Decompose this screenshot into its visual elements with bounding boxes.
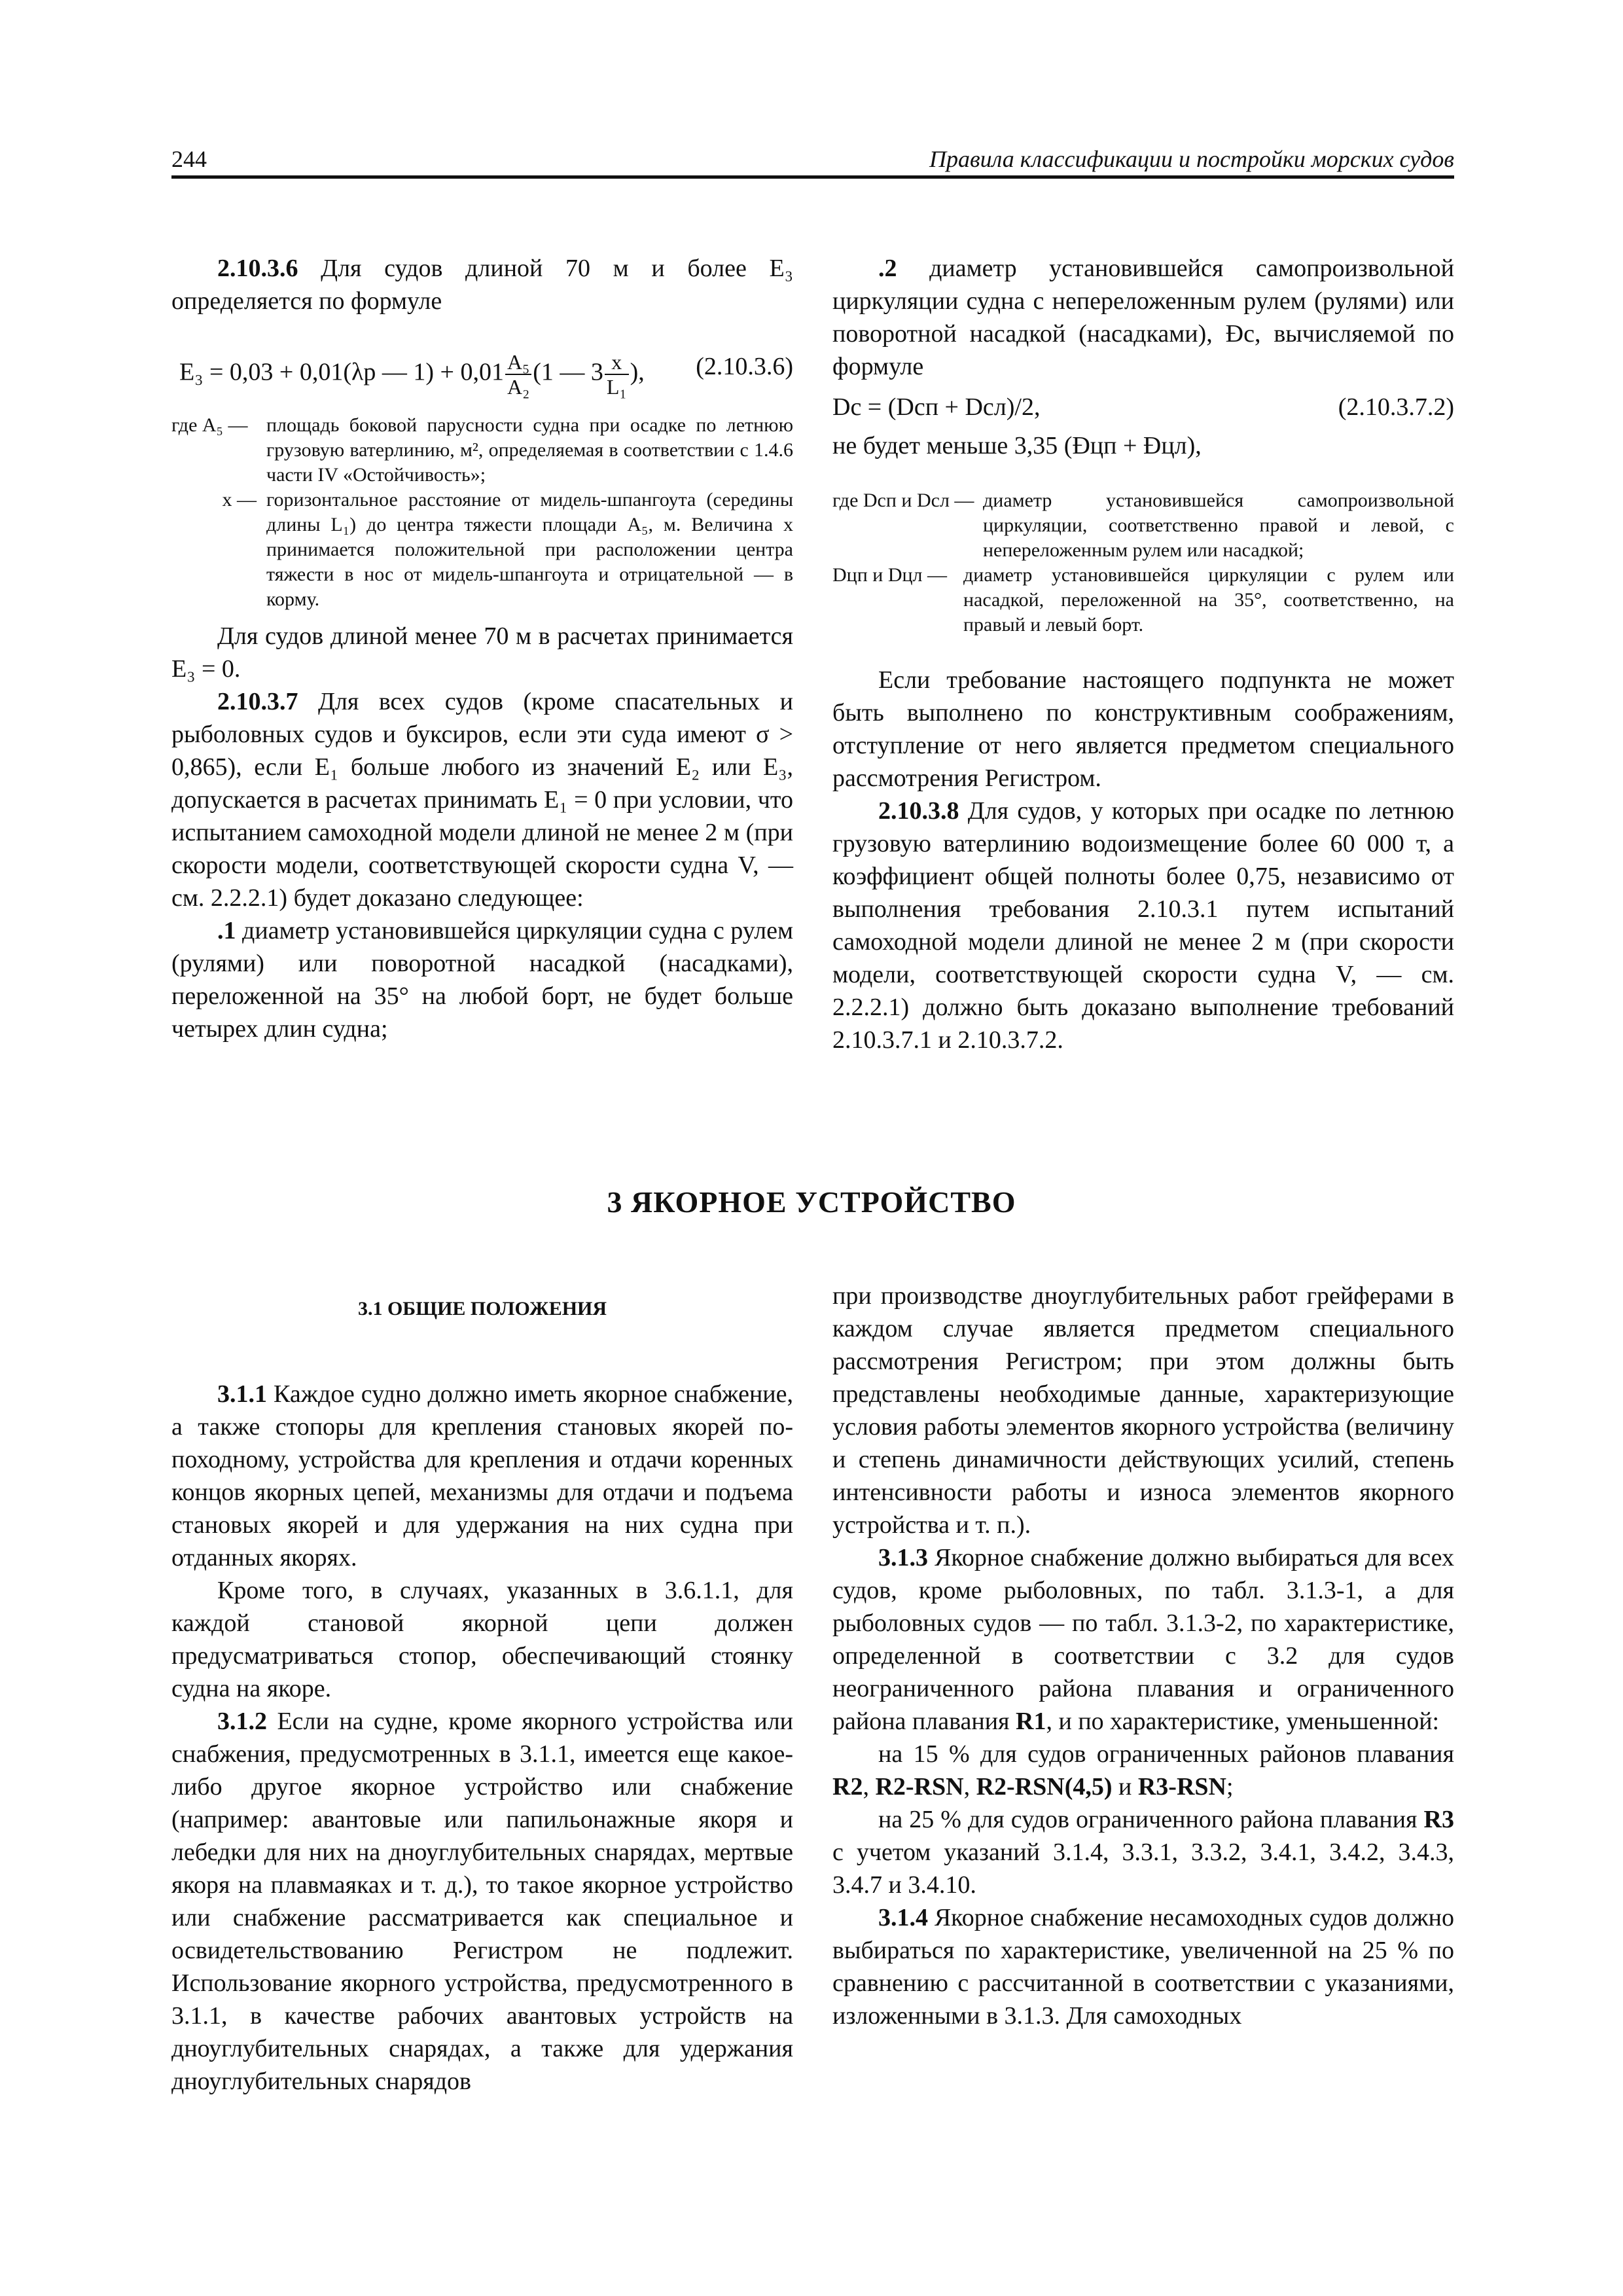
paragraph-3-1-1: 3.1.1 Каждое судно должно иметь якорное снабжение, а также стопоры для крепления становых якорей по-походному, устройства для крепления и отдачи коренных концов якорных цепей, механизмы для отдачи и подъема становых якорей и для удержания на них судна при отданных якорях. bbox=[171, 1380, 793, 1571]
paragraph-item-2: .2 диаметр установившейся самопроизвольной циркуляции судна с непереложенным рулем (рулями) или поворотной насадкой (насадками), Ðс, вычисляемой по формуле bbox=[832, 255, 1454, 380]
section-title: 3 ЯКОРНОЕ УСТРОЙСТВО bbox=[607, 1185, 1016, 1219]
paragraph-item-1: .1 диаметр установившейся циркуляции судна с рулем (рулями) или поворотной насадкой (насадками), переложенной на 35° на любой борт, не будет больше четырех длин судна; bbox=[171, 917, 793, 1043]
formula-number: (2.10.3.6) bbox=[696, 353, 793, 380]
clause-number: 3.1.1 bbox=[217, 1380, 267, 1408]
paragraph: на 15 % для судов ограниченных районов плавания R2, R2-RSN, R2-RSN(4,5) и R3-RSN; bbox=[832, 1740, 1454, 1801]
paragraph-2-10-3-6: 2.10.3.6 Для судов длиной 70 м и более E₃ определяется по формуле bbox=[171, 255, 793, 315]
where-item: где A₅ — площадь боковой парусности судна при осадке по летнюю грузовую ватерлинию, м², определяемая в соответствии с 1.4.6 части IV «Остойчивость»; bbox=[171, 414, 793, 486]
clause-number: 2.10.3.7 bbox=[217, 688, 298, 715]
clause-number: 3.1.2 bbox=[217, 1708, 267, 1735]
where-item: Dцп и Dцл — диаметр установившейся циркуляции с рулем или насадкой, переложенной на 35°, соответственно, на правый и левый борт. bbox=[832, 564, 1454, 636]
left-column-top bbox=[171, 252, 793, 1045]
page-header bbox=[171, 145, 1454, 178]
paragraph-2-10-3-7: 2.10.3.7 Для всех судов (кроме спасательных и рыболовных судов и буксиров, если эти суда имеют σ > 0,865), если E₁ больше любого из значений E₂ или E₃, допускается в расчетах принимать E₁ = 0 при условии, что испытанием самоходной модели длиной не менее 2 м (при скорости модели, соответствующей скорости судна V, — см. 2.2.2.1) будет доказано следующее: bbox=[171, 688, 793, 912]
where-item: где Dсп и Dсл — диаметр установившейся самопроизвольной циркуляции, соответственно правой и левой, с непереложенным рулем или насадкой; bbox=[832, 490, 1454, 561]
page-number: 244 bbox=[171, 146, 207, 172]
paragraph: на 25 % для судов ограниченного района плавания R3 с учетом указаний 3.1.4, 3.3.1, 3.3.2, 3.4.1, 3.4.2, 3.4.3, 3.4.7 и 3.4.10. bbox=[832, 1806, 1454, 1899]
left-column-bottom bbox=[171, 1293, 793, 2098]
clause-number: .1 bbox=[217, 917, 236, 944]
paragraph: при производстве дноуглубительных работ грейферами в каждом случае является предметом специального рассмотрения Регистром; при этом должны быть представлены необходимые данные, характеризующие условия работы элементов якорного устройства (величину и степень динамичности действующих усилий, степень интенсивности работы и износа элементов якорного устройства и т. п.). bbox=[832, 1282, 1454, 1539]
paragraph: не будет меньше 3,35 (Ðцп + Ðцл), bbox=[832, 432, 1202, 459]
paragraph-2-10-3-8: 2.10.3.8 Для судов, у которых при осадке по летнюю грузовую ватерлинию водоизмещение более 60 000 т, а коэффициент общей полноты более 0,75, независимо от выполнения требования 2.10.3.1 путем испытаний самоходной модели длиной не менее 2 м (при скорости модели, соответствующей скорости судна V, — см. 2.2.2.1) должно быть доказано выполнение требований 2.10.3.7.1 и 2.10.3.7.2. bbox=[832, 797, 1454, 1054]
formula-2-10-3-7-2: Dс = (Dсп + Dсл)/2, (2.10.3.7.2) bbox=[832, 391, 1454, 427]
clause-number: 2.10.3.6 bbox=[217, 255, 298, 282]
running-title: Правила классификации и постройки морских судов bbox=[929, 146, 1454, 172]
where-list bbox=[832, 488, 1454, 637]
right-column-bottom bbox=[832, 1280, 1454, 2032]
right-column-top bbox=[832, 252, 1454, 1056]
paragraph-3-1-2: 3.1.2 Если на судне, кроме якорного устройства или снабжения, предусмотренных в 3.1.1, имеется еще какое-либо другое якорное устройство или снабжение (например: авантовые или папильонажные якоря и лебедки для них на дноуглубительных снарядах, мертвые якоря на плавмаяках и т. д.), то такое якорное устройство или снабжение рассматривается как специальное и освидетельствованию Регистром не подлежит. Использование якорного устройства, предусмотренного в 3.1.1, в качестве рабочих авантовых устройств на дноуглубительных снарядах, а также для удержания дноуглубительных снарядов bbox=[171, 1708, 793, 2095]
paragraph: Кроме того, в случаях, указанных в 3.6.1.1, для каждой становой якорной цепи должен предусматриваться стопор, обеспечивающий стоянку судна на якоре. bbox=[171, 1577, 793, 1702]
clause-number: 3.1.3 bbox=[878, 1544, 928, 1571]
formula-number: (2.10.3.7.2) bbox=[1338, 393, 1454, 421]
paragraph: Для судов длиной менее 70 м в расчетах принимается E₃ = 0. bbox=[171, 622, 793, 683]
clause-number: 3.1.4 bbox=[878, 1904, 928, 1931]
where-item: x — горизонтальное расстояние от мидель-шпангоута (середины длины L₁) до центра тяжести площади A₅, м. Величина x принимается положительной при расположении центра тяжести в нос от мидель-шпангоута и отрицательной — в корму. bbox=[222, 489, 793, 610]
paragraph-3-1-4: 3.1.4 Якорное снабжение несамоходных судов должно выбираться по характеристике, увеличенной на 25 % по сравнению с рассчитанной в соответствии с указаниями, изложенными в 3.1.3. Для самоходных bbox=[832, 1904, 1454, 2030]
paragraph: Если требование настоящего подпункта не может быть выполнено по конструктивным соображениям, отступление от него является предметом специального рассмотрения Регистром. bbox=[832, 666, 1454, 792]
formula-2-10-3-6: E₃ = 0,03 + 0,01(λр — 1) + 0,01 $\frac{\text{A₅}}{\text{A₂}}$ (1 — 3 $\frac{x}{\text{L₁}}$ ), (2.10.3.6) bbox=[179, 350, 793, 399]
subsection-title: 3.1 ОБЩИЕ ПОЛОЖЕНИЯ bbox=[357, 1298, 607, 1319]
clause-number: .2 bbox=[878, 255, 897, 282]
header-rule bbox=[171, 175, 1454, 179]
paragraph-3-1-3: 3.1.3 Якорное снабжение должно выбираться для всех судов, кроме рыболовных, по табл. 3.1.3-1, а для рыболовных судов — по табл. 3.1.3-2, по характеристике, определенной в соответствии с 3.2 для судов неограниченного района плавания и ограниченного района плавания R1, и по характеристике, уменьшенной: bbox=[832, 1544, 1454, 1735]
clause-number: 2.10.3.8 bbox=[878, 797, 959, 825]
where-list bbox=[171, 413, 793, 612]
